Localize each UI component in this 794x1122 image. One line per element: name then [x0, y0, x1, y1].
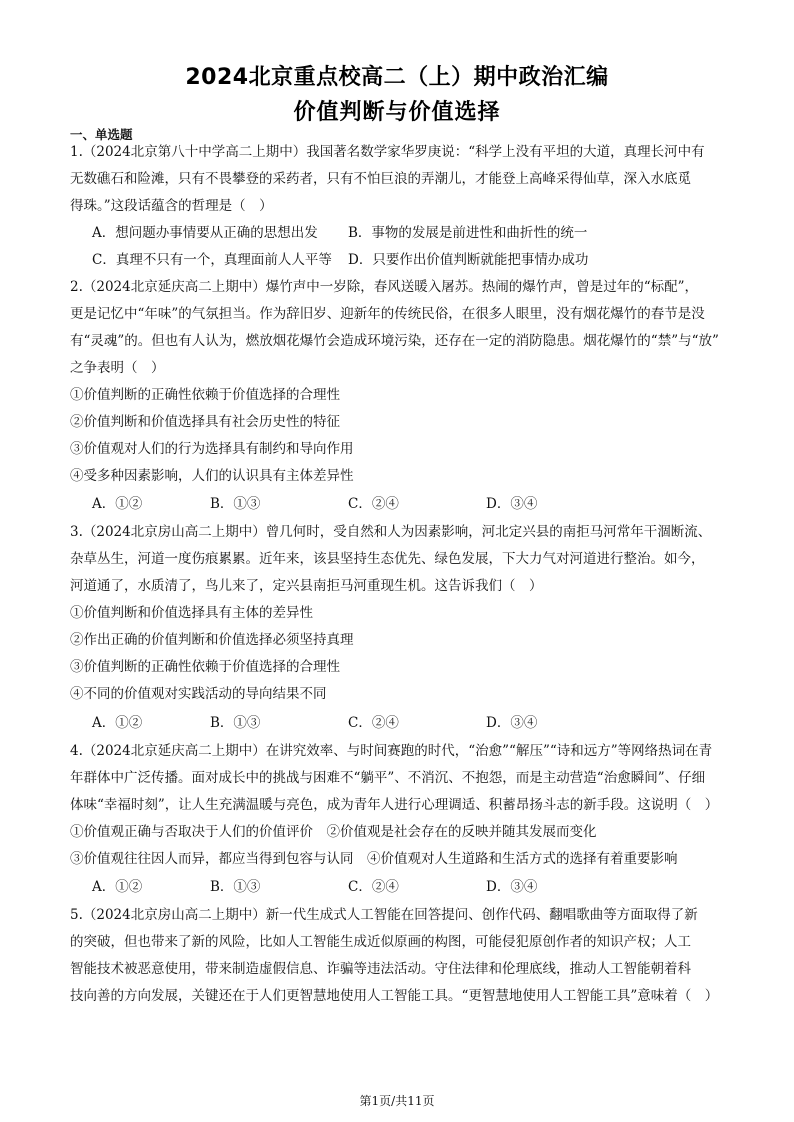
question-5-text: 技向善的方向发展，关键还在于人们更智慧地使用人工智能工具。“更智慧地使用人工智能工具”意味着（ ）	[70, 988, 719, 1004]
question-3-text: 3.（2024北京房山高二上期中）曾几何时，受自然和人为因素影响，河北定兴县的南拒马河常年干涸断流、	[70, 524, 712, 540]
question-1-text: 无数礁石和险滩，只有不畏攀登的采药者，只有不怕巨浪的弄潮儿，才能登上高峰采得仙草，深入水底觅	[70, 171, 691, 187]
question-4-statements-3-4: ③价值观往往因人而异，都应当得到包容与认同 ④价值观对人生道路和生活方式的选择有着重要影响	[70, 851, 678, 867]
question-3-statement-2: ②作出正确的价值判断和价值选择必须坚持真理	[70, 632, 354, 648]
question-3-option-a: A．①②	[92, 715, 143, 731]
question-4-option-b: B．①③	[210, 879, 261, 895]
question-1-option-d: D．只要作出价值判断就能把事情办成功	[348, 252, 589, 268]
question-1-text: 1.（2024北京第八十中学高二上期中）我国著名数学家华罗庚说：“科学上没有平坦的大道，真理长河中有	[70, 144, 705, 160]
question-5-text: 智能技术被恶意使用，带来制造虚假信息、诈骗等违法活动。守住法律和伦理底线，推动人工智能朝着科	[70, 961, 691, 977]
question-4-statements-1-2: ①价值观正确与否取决于人们的价值评价 ②价值观是社会存在的反映并随其发展而变化	[70, 824, 597, 840]
question-2-text: 之争表明（ ）	[70, 360, 165, 376]
question-4-option-a: A．①②	[92, 879, 143, 895]
question-3-statement-4: ④不同的价值观对实践活动的导向结果不同	[70, 686, 327, 702]
question-2-text: 更是记忆中“年味”的气氛担当。作为辞旧岁、迎新年的传统民俗，在很多人眼里，没有烟花爆竹的春节是没	[70, 306, 705, 322]
question-3-option-c: C．②④	[348, 715, 399, 731]
question-5-text: 5.（2024北京房山高二上期中）新一代生成式人工智能在回答提问、创作代码、翻唱歌曲等方面取得了新	[70, 907, 698, 923]
question-2-text: 有“灵魂”的。但也有人认为，燃放烟花爆竹会造成环境污染，还存在一定的消防隐患。烟花爆竹的“禁”与“放”	[70, 333, 719, 349]
question-3-option-d: D．③④	[486, 715, 538, 731]
question-2-option-b: B．①③	[210, 496, 261, 512]
question-1-text: 得珠。”这段话蕴含的哲理是（ ）	[70, 198, 273, 214]
question-2-option-c: C．②④	[348, 496, 399, 512]
question-4-option-c: C．②④	[348, 879, 399, 895]
document-title: 2024北京重点校高二（上）期中政治汇编	[185, 65, 609, 90]
question-3-text: 杂草丛生，河道一度伤痕累累。近年来，该县坚持生态优先、绿色发展，下大力气对河道进行整治。如今，	[70, 551, 705, 567]
question-2-statement-3: ③价值观对人们的行为选择具有制约和导向作用	[70, 441, 354, 457]
question-2-statement-4: ④受多种因素影响，人们的认识具有主体差异性	[70, 468, 354, 484]
question-3-statement-1: ①价值判断和价值选择具有主体的差异性	[70, 605, 313, 621]
document-subtitle: 价值判断与价值选择	[293, 100, 501, 125]
question-2-statement-1: ①价值判断的正确性依赖于价值选择的合理性	[70, 387, 340, 403]
question-4-text: 4.（2024北京延庆高二上期中）在讲究效率、与时间赛跑的时代，“治愈”“解压”“诗和远方”等网络热词在青	[70, 743, 713, 759]
question-4-text: 年群体中广泛传播。面对成长中的挑战与困难不“躺平”、不消沉、不抱怨，而是主动营造“治愈瞬间”、仔细	[70, 770, 706, 786]
question-1-option-b: B．事物的发展是前进性和曲折性的统一	[348, 225, 588, 241]
question-2-text: 2.（2024北京延庆高二上期中）爆竹声中一岁除，春风送暖入屠苏。热闹的爆竹声，曾是过年的“标配”，	[70, 279, 699, 295]
question-2-option-d: D．③④	[486, 496, 538, 512]
question-2-statement-2: ②价值判断和价值选择具有社会历史性的特征	[70, 414, 340, 430]
question-4-option-d: D．③④	[486, 879, 538, 895]
question-3-option-b: B．①③	[210, 715, 261, 731]
question-4-text: 体味“幸福时刻”，让人生充满温暖与亮色，成为青年人进行心理调适、积蓄昂扬斗志的新手段。这说明（ ）	[70, 797, 719, 813]
question-1-option-a: A．想问题办事情要从正确的思想出发	[92, 225, 318, 241]
page-footer: 第1页/共11页	[359, 1094, 435, 1108]
question-3-statement-3: ③价值判断的正确性依赖于价值选择的合理性	[70, 659, 340, 675]
question-1-option-c: C．真理不只有一个，真理面前人人平等	[92, 252, 332, 268]
question-2-option-a: A．①②	[92, 496, 143, 512]
question-5-text: 的突破，但也带来了新的风险，比如人工智能生成近似原画的构图，可能侵犯原创作者的知识产权；人工	[70, 934, 691, 950]
section-heading: 一、单选题	[70, 127, 133, 142]
question-3-text: 河道通了，水质清了，鸟儿来了，定兴县南拒马河重现生机。这告诉我们（ ）	[70, 578, 543, 594]
